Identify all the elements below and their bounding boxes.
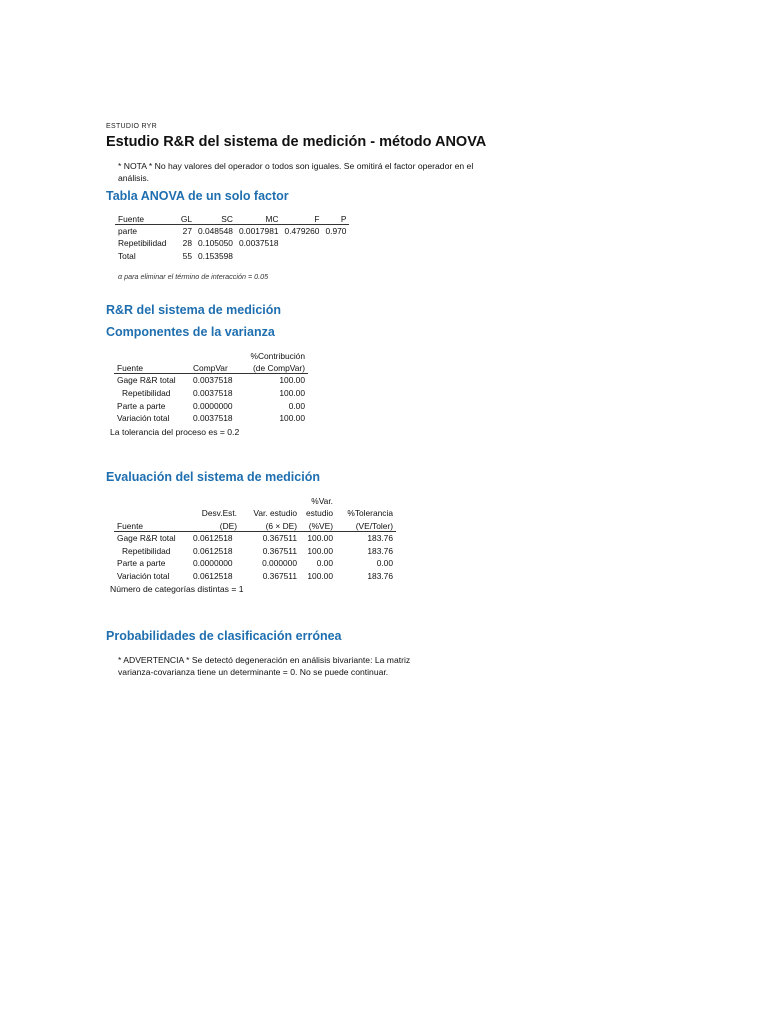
varcomp-cell: Parte a parte [117, 400, 166, 411]
table-row [114, 412, 308, 425]
varcomp-cell: 0.00 [288, 400, 305, 411]
table-row [114, 531, 396, 544]
varcomp-header-fuente: Fuente [114, 361, 190, 374]
eval-cell: Parte a parte [117, 558, 166, 569]
warning-text [118, 655, 518, 678]
eval-cell: 0.00 [376, 558, 393, 569]
varcomp-cell: Repetibilidad [122, 388, 171, 399]
anova-cell: 0.0037518 [238, 238, 279, 249]
eval-header-cell [240, 493, 300, 506]
eval-cell: 0.0612518 [193, 545, 233, 556]
eval-header-fuente: Fuente [114, 518, 190, 531]
operator-note [118, 161, 538, 184]
eval-cell: Variación total [117, 570, 170, 581]
eval-header-cell [336, 493, 396, 506]
eval-heading: Evaluación del sistema de medición [106, 470, 320, 484]
eval-table [114, 493, 396, 582]
anova-header-mc: MC [236, 211, 282, 224]
anova-cell [322, 250, 349, 263]
eval-header-cell: %Var. [311, 495, 333, 506]
eval-header-de: (DE) [190, 518, 240, 531]
anova-cell [322, 237, 349, 250]
operator-note-line2: análisis. [118, 172, 150, 183]
eval-header-cell [114, 493, 190, 506]
eval-cell: 100.00 [307, 545, 333, 556]
eval-header-row3 [114, 518, 396, 531]
anova-cell: 0.479260 [284, 225, 320, 236]
anova-cell: 0.105050 [198, 238, 233, 249]
table-row [114, 544, 396, 557]
eval-header-row1 [114, 493, 396, 506]
varcomp-heading: Componentes de la varianza [106, 325, 275, 339]
table-row [114, 557, 396, 570]
page-title: Estudio R&R del sistema de medición - método ANOVA [106, 134, 487, 150]
varcomp-cell: 0.0037518 [193, 413, 233, 424]
eval-cell: 0.367511 [262, 570, 297, 581]
anova-cell: Repetibilidad [118, 238, 167, 249]
eval-header-cell: %Tolerancia [347, 508, 393, 519]
anova-cell: parte [118, 225, 138, 236]
misclass-heading: Probabilidades de clasificación errónea [106, 629, 342, 643]
varcomp-cell: 100.00 [279, 413, 305, 424]
varcomp-header-compvar: CompVar [190, 361, 242, 374]
anova-table [115, 211, 349, 262]
table-row [115, 250, 349, 263]
anova-header-row [115, 211, 349, 224]
anova-cell: 0.153598 [198, 251, 233, 262]
eval-cell: Repetibilidad [122, 545, 171, 556]
anova-cell: Total [118, 251, 136, 262]
anova-cell [282, 237, 323, 250]
varcomp-header-decompvar: (de CompVar) [242, 361, 308, 374]
table-row [115, 237, 349, 250]
table-row [114, 399, 308, 412]
report-label: ESTUDIO RYR [106, 123, 158, 130]
alpha-note: α para eliminar el término de interacción = 0.05 [118, 272, 269, 281]
eval-header-ve: (%VE) [300, 518, 336, 531]
eval-header-cell: Desv.Est. [201, 508, 237, 519]
anova-cell [282, 250, 323, 263]
eval-cell: 100.00 [307, 533, 333, 544]
varcomp-table [114, 348, 308, 425]
varcomp-cell: 100.00 [279, 388, 305, 399]
rr-heading: R&R del sistema de medición [106, 303, 282, 317]
eval-cell: 183.76 [367, 533, 393, 544]
varcomp-cell: 0.0037518 [193, 388, 233, 399]
anova-cell: 0.048548 [198, 225, 233, 236]
anova-cell: 0.970 [325, 225, 347, 236]
warning-line2: varianza-covarianza tiene un determinante = 0. No se puede continuar. [118, 666, 389, 677]
varcomp-cell: Variación total [117, 413, 170, 424]
eval-cell: 183.76 [367, 545, 393, 556]
eval-header-cell: Var. estudio [253, 508, 297, 519]
process-tolerance: La tolerancia del proceso es = 0.2 [110, 427, 240, 437]
eval-header-cell: estudio [305, 508, 333, 519]
table-row [115, 224, 349, 237]
anova-cell: 0.0017981 [238, 225, 279, 236]
table-row [114, 374, 308, 387]
varcomp-cell: 0.0000000 [193, 400, 233, 411]
anova-cell [236, 250, 282, 263]
anova-header-sc: SC [195, 211, 236, 224]
eval-header-cell [190, 493, 240, 506]
varcomp-cell: 0.0037518 [193, 375, 233, 386]
eval-cell: 0.000000 [262, 558, 297, 569]
varcomp-header-row [114, 361, 308, 374]
anova-cell: 55 [182, 251, 192, 262]
anova-header-fuente: Fuente [115, 211, 171, 224]
anova-header-p: P [322, 211, 349, 224]
table-row [114, 387, 308, 400]
varcomp-header-top-row [114, 348, 308, 361]
eval-cell: 0.367511 [262, 533, 297, 544]
eval-cell: 0.0612518 [193, 533, 233, 544]
eval-header-cell [114, 506, 190, 519]
anova-header-gl: GL [171, 211, 195, 224]
anova-cell: 28 [182, 238, 192, 249]
warning-line1: * ADVERTENCIA * Se detectó degeneración en análisis bivariante: La matriz [118, 655, 411, 665]
distinct-categories: Número de categorías distintas = 1 [110, 584, 244, 594]
varcomp-cell: Gage R&R total [117, 375, 176, 386]
eval-cell: 183.76 [367, 570, 393, 581]
eval-cell: 0.00 [316, 558, 333, 569]
eval-cell: 0.0000000 [193, 558, 233, 569]
operator-note-line1: * NOTA * No hay valores del operador o todos son iguales. Se omitirá el factor operador en el [118, 161, 474, 171]
eval-header-row2 [114, 506, 396, 519]
eval-header-6de: (6 × DE) [240, 518, 300, 531]
anova-heading: Tabla ANOVA de un solo factor [106, 189, 289, 203]
eval-cell: Gage R&R total [117, 533, 176, 544]
anova-header-f: F [282, 211, 323, 224]
varcomp-header-contrib: %Contribución [250, 350, 305, 361]
eval-cell: 100.00 [307, 570, 333, 581]
varcomp-cell: 100.00 [279, 375, 305, 386]
eval-header-toler: (VE/Toler) [336, 518, 396, 531]
table-row [114, 570, 396, 583]
anova-cell: 27 [182, 225, 192, 236]
eval-cell: 0.0612518 [193, 570, 233, 581]
eval-cell: 0.367511 [262, 545, 297, 556]
